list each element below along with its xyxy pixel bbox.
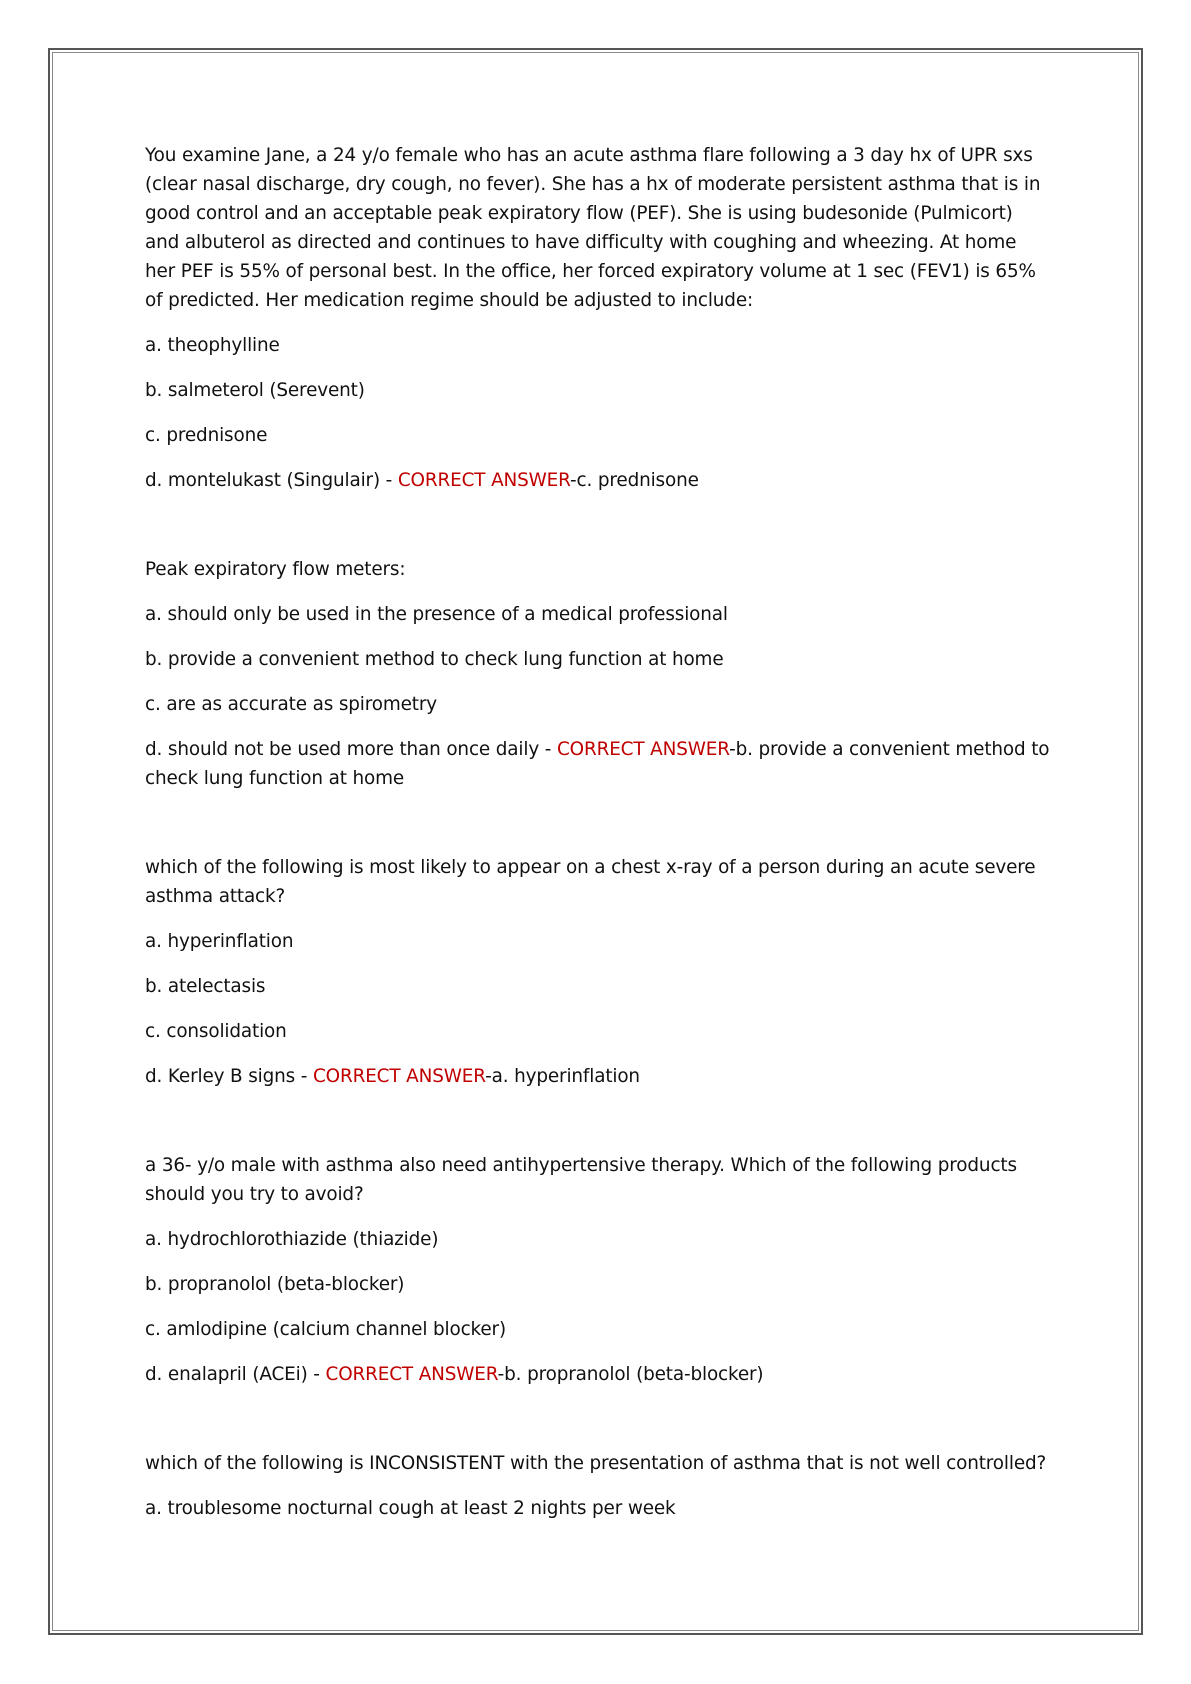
option-c: c. prednisone (145, 425, 268, 446)
question-stem: which of the following is INCONSISTENT with the presentation of asthma that is not well controlled? (145, 1453, 1047, 1474)
option-b: b. provide a convenient method to check lung function at home (145, 649, 724, 670)
correct-answer-text: -b. propranolol (beta-blocker) (497, 1364, 764, 1385)
question-separator (145, 1091, 1050, 1151)
question-3 (145, 853, 1050, 1091)
option-d-with-answer (145, 1062, 1050, 1091)
option-d: d. montelukast (Singulair) - (145, 470, 398, 491)
option-a: a. hydrochlorothiazide (thiazide) (145, 1229, 439, 1250)
option-a: a. should only be used in the presence of a medical professional (145, 604, 728, 625)
question-separator (145, 793, 1050, 853)
correct-answer-label: CORRECT ANSWER (556, 739, 730, 760)
question-stem: which of the following is most likely to appear on a chest x-ray of a person during an acute severe asthma attack? (145, 857, 1036, 907)
correct-answer-text: -a. hyperinflation (485, 1066, 640, 1087)
option-b: b. salmeterol (Serevent) (145, 380, 365, 401)
option-a: a. troublesome nocturnal cough at least 2 nights per week (145, 1498, 676, 1519)
correct-answer-label: CORRECT ANSWER (325, 1364, 498, 1385)
question-separator (145, 1389, 1050, 1449)
option-d: d. should not be used more than once daily - (145, 739, 557, 760)
option-a: a. hyperinflation (145, 931, 294, 952)
option-c: c. are as accurate as spirometry (145, 694, 437, 715)
document-body (145, 141, 1050, 1523)
option-d: d. Kerley B signs - (145, 1066, 313, 1087)
correct-answer-text: -c. prednisone (570, 470, 699, 491)
option-b: b. atelectasis (145, 976, 266, 997)
correct-answer-label: CORRECT ANSWER (397, 470, 571, 491)
question-separator (145, 495, 1050, 555)
question-4 (145, 1151, 1050, 1389)
option-d-with-answer (145, 735, 1050, 793)
question-stem: You examine Jane, a 24 y/o female who has an acute asthma flare following a 3 day hx of UPR sxs (clear nasal discharge, dry cough, no fever). She has a hx of moderate persistent asthma that is in good control and an acceptable peak expiratory flow (PEF). She is using budesonide (Pulmicort) and albuterol as directed and continues to have difficulty with coughing and wheezing. At home her PEF is 55% of personal best. In the office, her forced expiratory volume at 1 sec (FEV1) is 65% of predicted. Her medication regime should be adjusted to include: (145, 145, 1041, 311)
question-stem: Peak expiratory flow meters: (145, 559, 406, 580)
option-a: a. theophylline (145, 335, 280, 356)
option-d-with-answer (145, 466, 1050, 495)
question-5 (145, 1449, 1050, 1523)
question-2 (145, 555, 1050, 793)
correct-answer-text: -b. provide a convenient method to check lung function at home (145, 739, 1050, 789)
option-d: d. enalapril (ACEi) - (145, 1364, 326, 1385)
question-stem: a 36- y/o male with asthma also need antihypertensive therapy. Which of the following products should you try to avoid? (145, 1155, 1017, 1205)
option-d-with-answer (145, 1360, 1050, 1389)
option-c: c. amlodipine (calcium channel blocker) (145, 1319, 506, 1340)
correct-answer-label: CORRECT ANSWER (312, 1066, 486, 1087)
question-1 (145, 141, 1050, 495)
option-c: c. consolidation (145, 1021, 287, 1042)
option-b: b. propranolol (beta-blocker) (145, 1274, 405, 1295)
